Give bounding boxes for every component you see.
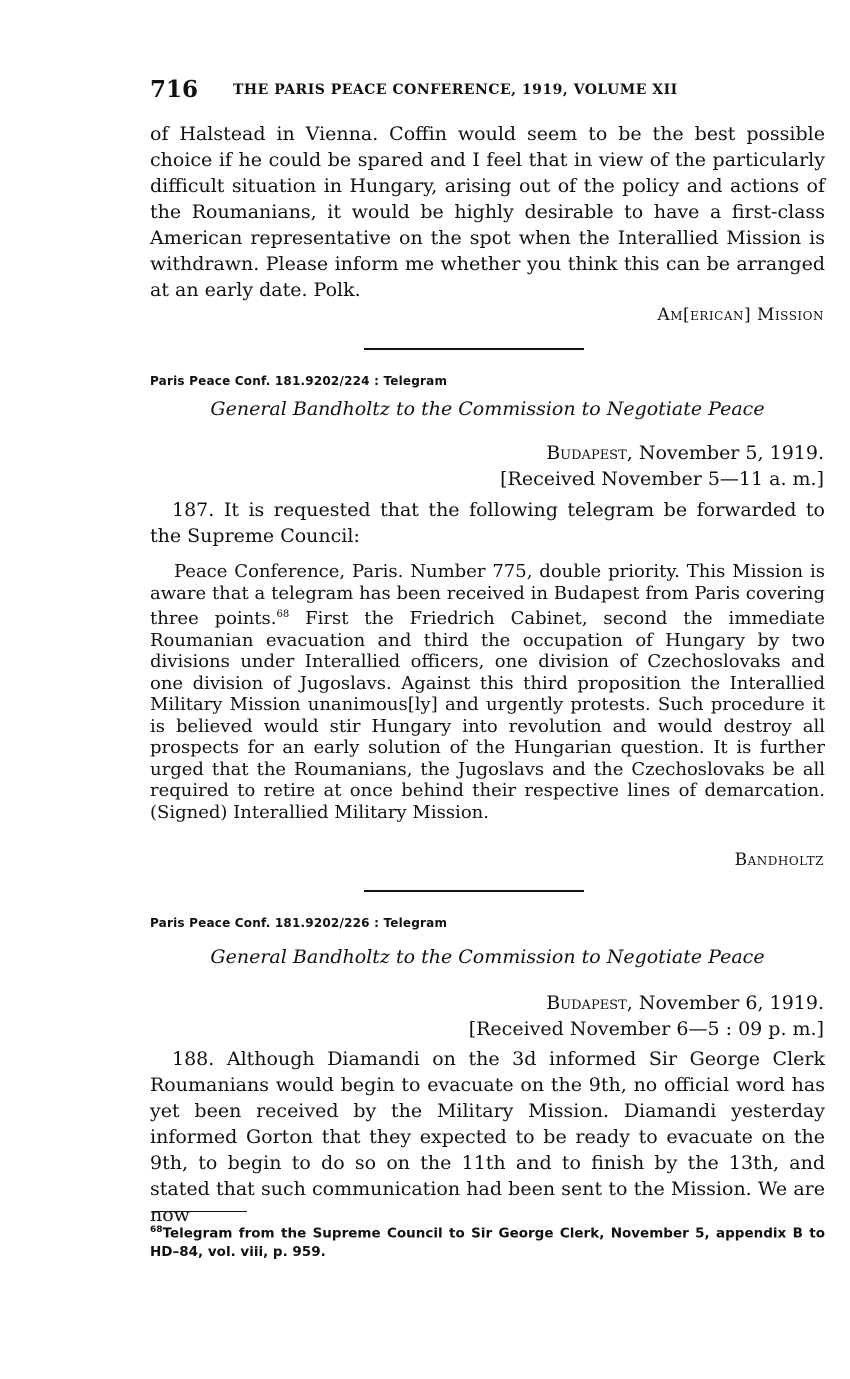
doc1-quote-part-2: First the Friedrich Cabinet, second the immediate Roumanian evacuation and third the occupation of Hungary by two divisions under Interallied officers, one division of Czechoslovaks and one division of Jugoslavs. Against this third proposition the Interallied Military Mission unanimous[ly] and urgently protests. Such procedure it is believed would stir Hungary into revolution and would destroy all prospects for an early solution of the Hungarian question. It is further urged that the Roumanians, the Jugoslavs and the Czechoslovaks be all required to retire at once behind their respective lines of demarcation. (Signed) Interallied Military Mission. [150,608,826,823]
doc2-place-date [469,990,824,1016]
doc2-file-reference: Paris Peace Conf. 181.9202/226 : Telegram [150,916,448,930]
footnote [150,1221,825,1261]
doc1-title: General Bandholtz to the Commission to Negotiate Peace [210,398,765,420]
doc2-dateline [469,990,824,1042]
section-divider [364,890,584,892]
doc2-place: Budapest [546,992,627,1014]
doc2-title: General Bandholtz to the Commission to Negotiate Peace [210,946,765,968]
footnote-divider [152,1211,247,1212]
doc1-place: Budapest [546,442,627,464]
page-header [150,76,825,106]
doc1-signature: Bandholtz [734,850,824,870]
doc1-quoted-telegram [150,561,825,823]
continuation-paragraph: of Halstead in Vienna. Coffin would seem to be the best possible choice if he could be spared and I feel that in view of the particularly difficult situation in Hungary, arising out of the policy and actions of the Roumanians, it would be highly desirable to have a first-class American representative on the spot when the Interallied Mission is withdrawn. Please inform me whether you think this can be arranged at an early date. Polk. [150,123,825,301]
footnote-text: Telegram from the Supreme Council to Sir George Clerk, November 5, appendix B to HD–84, vol. viii, p. 959. [150,1225,825,1260]
doc2-date: , November 6, 1919. [626,992,824,1014]
doc1-received: [Received November 5—11 a. m.] [500,468,824,490]
doc1-intro: 187. It is requested that the following telegram be forwarded to the Supreme Council: [150,499,825,547]
section-divider [364,348,584,350]
doc2-body: 188. Although Diamandi on the 3d informed Sir George Clerk Roumanians would begin to evacuate on the 9th, no official word has yet been received by the Military Mission. Diamandi yesterday informed Gorton that they expected to be ready to evacuate on the 9th, to begin to do so on the 11th and to finish by the 13th, and stated that such communication had been sent to the Mission. We are now [150,1048,825,1226]
continuation-signature: Am[erican] Mission [657,305,824,325]
doc1-dateline [500,440,824,492]
doc1-quote-part-1: Peace Conference, Paris. Number 775, double priority. This Mission is aware that a telegram has been received in Budapest from Paris covering three points. [150,561,825,629]
doc1-footnote-ref: 68 [276,609,290,620]
doc1-file-reference: Paris Peace Conf. 181.9202/224 : Telegram [150,374,448,388]
page-number: 716 [150,76,199,103]
running-title: THE PARIS PEACE CONFERENCE, 1919, VOLUME XII [233,82,678,98]
doc2-received: [Received November 6—5 : 09 p. m.] [468,1018,824,1040]
doc1-date: , November 5, 1919. [626,442,824,464]
doc1-place-date [500,440,824,466]
footnote-mark: 68 [150,1225,163,1235]
